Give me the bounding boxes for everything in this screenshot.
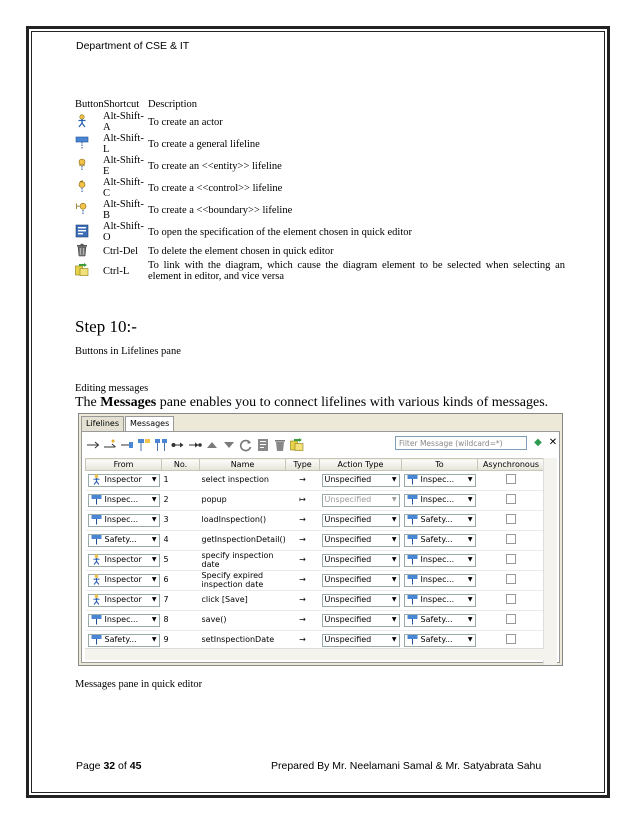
message-row[interactable] [86,531,545,551]
column-to[interactable]: To [402,459,478,471]
shortcut-description: To open the specification of the element chosen in quick editor [148,226,413,238]
from-select[interactable] [88,554,160,567]
sync-message-icon[interactable] [86,438,100,452]
footer-credit: Prepared By Mr. Neelamani Samal & Mr. Satyabrata Sahu [271,760,542,772]
lifeline-icon [407,514,421,528]
specification-icon [75,224,89,238]
link-icon [75,263,89,277]
actor-icon [91,574,105,588]
tab-messages[interactable]: Messages [125,416,174,432]
message-row[interactable] [86,571,545,591]
chevron-down-icon: ▼ [151,616,157,624]
lifeline-icon [91,634,105,648]
action-type-value: Unspecified [324,516,372,525]
shortcut-table-header [75,99,565,111]
to-value: Safety... [420,536,453,545]
shortcut-description: To create a <<boundary>> lifeline [148,204,293,216]
message-row[interactable] [86,591,545,611]
action-type-select[interactable] [322,474,400,487]
action-type-value: Unspecified [324,556,372,565]
paragraph-bold: Messages [100,395,157,410]
async-message-icon[interactable] [103,438,117,452]
chevron-down-icon: ▼ [467,476,473,484]
lifeline-icon [91,614,105,628]
chevron-down-icon: ▼ [151,496,157,504]
chevron-down-icon: ▼ [391,556,397,564]
message-type-icon: → [286,551,320,571]
chevron-down-icon: ▼ [467,616,473,624]
page-total: 45 [129,760,142,772]
to-value: Safety... [420,636,453,645]
step-title: Step 10:- [75,317,137,336]
to-value: Inspec... [420,496,455,505]
action-type-value: Unspecified [324,536,372,545]
shortcut-description: To create an actor [148,116,223,128]
message-number: 7 [162,591,200,611]
message-name[interactable]: setInspectionDate [200,631,286,651]
action-type-value: Unspecified [324,636,372,645]
grid-body [86,471,545,651]
entity-lifeline-icon [75,158,89,172]
message-row[interactable] [86,511,545,531]
message-name[interactable]: loadInspection() [200,511,286,531]
actor-icon [75,114,89,128]
header-button-shortcut [75,99,148,111]
from-value: Inspector [104,476,142,485]
chevron-down-icon: ▼ [467,576,473,584]
grid-header-row [86,459,545,471]
lifeline-icon [407,574,421,588]
message-type-icon: → [286,511,320,531]
asynchronous-checkbox[interactable] [506,594,516,604]
message-name[interactable]: getInspectionDetail() [200,531,286,551]
general-lifeline-icon [75,136,89,150]
to-select[interactable] [404,494,476,507]
specification-icon[interactable] [256,438,270,452]
trash-icon[interactable] [273,438,287,452]
asynchronous-checkbox[interactable] [506,474,516,484]
from-value: Safety... [104,636,137,645]
page-current: 32 [103,760,116,772]
lifeline-icon [407,614,421,628]
shortcut-key: Alt-Shift-O [103,221,144,243]
shortcut-description: To link with the diagram, which cause the diagram element to be selected when selecting an element in editor, and vice versa [148,260,565,282]
to-value: Inspec... [420,596,455,605]
chevron-down-icon: ▼ [391,476,397,484]
messages-pane-screenshot [78,413,563,666]
from-select[interactable] [88,634,160,647]
shortcut-row [75,260,565,282]
create-message-icon[interactable] [120,438,134,452]
messages-pane [81,431,560,663]
message-number: 1 [162,471,200,491]
link-icon[interactable] [290,438,304,452]
shortcut-row [75,155,565,177]
message-name[interactable]: specify inspection date [200,551,286,571]
action-type-select[interactable] [322,574,400,587]
from-select[interactable] [88,534,160,547]
chevron-down-icon: ▼ [391,536,397,544]
shortcut-table [75,99,565,282]
message-name[interactable]: Specify expired inspection date [200,571,286,591]
tab-lifelines[interactable]: Lifelines [81,416,124,431]
chevron-down-icon: ▼ [151,596,157,604]
move-up-icon[interactable] [205,438,219,452]
found-message-icon[interactable] [171,438,185,452]
from-value: Inspec... [104,496,139,505]
to-select[interactable] [404,574,476,587]
chevron-down-icon: ▼ [151,536,157,544]
message-number: 5 [162,551,200,571]
message-type-icon: → [286,471,320,491]
shortcut-key: Alt-Shift-C [103,177,144,199]
header-button: Button [75,99,104,110]
shortcut-row [75,221,565,243]
self-message-icon[interactable] [137,438,151,452]
lifeline-icon [91,534,105,548]
shortcut-description: To delete the element chosen in quick editor [148,246,334,257]
header-description: Description [148,99,197,110]
shortcut-key: Alt-Shift-L [103,133,144,155]
messages-grid [85,458,545,651]
close-icon[interactable]: ✕ [548,437,558,448]
control-lifeline-icon [75,180,89,194]
action-type-select[interactable] [322,494,400,507]
caption-lifelines-pane: Buttons in Lifelines pane [75,346,181,357]
chevron-down-icon: ▼ [151,476,157,484]
action-type-select[interactable] [322,514,400,527]
shortcut-key: Ctrl-L [103,265,130,277]
message-type-icon: ↦ [286,491,320,511]
message-type-icon: → [286,531,320,551]
action-type-select[interactable] [322,554,400,567]
chevron-down-icon: ▼ [391,496,397,504]
action-type-select[interactable] [322,534,400,547]
chevron-down-icon: ▼ [391,516,397,524]
to-value: Inspec... [420,476,455,485]
asynchronous-checkbox[interactable] [506,534,516,544]
to-select[interactable] [404,534,476,547]
page-prefix: Page [76,760,104,772]
chevron-down-icon: ▼ [151,556,157,564]
column-from[interactable]: From [86,459,162,471]
message-number: 9 [162,631,200,651]
message-name[interactable]: click [Save] [200,591,286,611]
message-row[interactable] [86,551,545,571]
messages-paragraph [75,395,548,411]
chevron-down-icon: ▼ [467,536,473,544]
shortcut-key: Alt-Shift-B [103,199,144,221]
quick-editor-tabs [81,416,175,431]
action-type-select[interactable] [322,634,400,647]
column-type[interactable]: Type [286,459,320,471]
caption-editing-messages: Editing messages [75,383,149,394]
to-value: Safety... [420,516,453,525]
asynchronous-checkbox[interactable] [506,614,516,624]
actor-icon [91,474,105,488]
vertical-scrollbar[interactable] [543,458,557,666]
horizontal-scrollbar[interactable] [85,648,544,660]
from-select[interactable] [88,614,160,627]
message-type-icon: → [286,571,320,591]
action-type-select[interactable] [322,614,400,627]
from-select[interactable] [88,514,160,527]
message-number: 6 [162,571,200,591]
message-type-icon: → [286,591,320,611]
trash-icon [75,243,89,257]
shortcut-description: To create a <<control>> lifeline [148,182,283,194]
chevron-down-icon: ▼ [391,596,397,604]
lifeline-icon [407,534,421,548]
chevron-down-icon: ▼ [467,596,473,604]
chevron-down-icon: ▼ [391,636,397,644]
shortcut-row [75,111,565,133]
refresh-icon[interactable] [239,438,253,452]
lifeline-icon [91,514,105,528]
lifeline-icon [407,494,421,508]
message-row[interactable] [86,611,545,631]
department-header: Department of CSE & IT [76,40,190,52]
chevron-down-icon: ▼ [467,556,473,564]
reply-message-icon[interactable] [154,438,168,452]
to-value: Inspec... [420,556,455,565]
message-number: 3 [162,511,200,531]
shortcut-row [75,243,565,260]
from-select[interactable] [88,474,160,487]
from-value: Inspector [104,556,142,565]
shortcut-key: Alt-Shift-E [103,155,144,177]
to-value: Safety... [420,616,453,625]
from-value: Inspector [104,576,142,585]
message-row[interactable] [86,471,545,491]
message-name[interactable]: popup [200,491,286,511]
filter-message-input[interactable]: Filter Message (wildcard=*) [395,436,527,450]
from-select[interactable] [88,594,160,607]
shortcut-row [75,133,565,155]
page-number [76,760,141,772]
filter-apply-icon[interactable]: ◆ [534,437,542,448]
asynchronous-checkbox[interactable] [506,574,516,584]
column-no[interactable]: No. [162,459,200,471]
chevron-down-icon: ▼ [391,576,397,584]
lifeline-icon [407,594,421,608]
to-select[interactable] [404,554,476,567]
message-name[interactable]: save() [200,611,286,631]
shortcut-description: To create an <<entity>> lifeline [148,160,282,172]
lifeline-icon [407,474,421,488]
boundary-lifeline-icon [75,202,89,216]
column-action-type[interactable]: Action Type [320,459,402,471]
from-value: Inspec... [104,616,139,625]
to-value: Inspec... [420,576,455,585]
to-select[interactable] [404,634,476,647]
column-asynchronous[interactable]: Asynchronous [478,459,545,471]
lifeline-icon [407,554,421,568]
asynchronous-checkbox[interactable] [506,514,516,524]
actor-icon [91,554,105,568]
from-value: Inspec... [104,516,139,525]
from-select[interactable] [88,574,160,587]
lifeline-icon [407,634,421,648]
asynchronous-checkbox[interactable] [506,494,516,504]
paragraph-prefix: The [75,395,101,410]
to-select[interactable] [404,614,476,627]
message-row[interactable] [86,491,545,511]
shortcut-row [75,199,565,221]
from-value: Inspector [104,596,142,605]
move-down-icon[interactable] [222,438,236,452]
action-type-select[interactable] [322,594,400,607]
shortcut-key: Ctrl-Del [103,246,138,257]
page-of: of [115,760,130,772]
chevron-down-icon: ▼ [151,636,157,644]
column-name[interactable]: Name [200,459,286,471]
shortcut-key: Alt-Shift-A [103,111,144,133]
action-type-value: Unspecified [324,496,372,505]
action-type-value: Unspecified [324,596,372,605]
chevron-down-icon: ▼ [467,516,473,524]
message-number: 2 [162,491,200,511]
from-value: Safety... [104,536,137,545]
to-select[interactable] [404,594,476,607]
lost-message-icon[interactable] [188,438,202,452]
chevron-down-icon: ▼ [391,616,397,624]
asynchronous-checkbox[interactable] [506,554,516,564]
chevron-down-icon: ▼ [151,576,157,584]
paragraph-suffix: pane enables you to connect lifelines with various kinds of messages. [156,395,549,410]
chevron-down-icon: ▼ [467,496,473,504]
action-type-value: Unspecified [324,576,372,585]
from-select[interactable] [88,494,160,507]
message-type-icon: → [286,631,320,651]
shortcut-description: To create a general lifeline [148,138,260,150]
header-shortcut: Shortcut [103,99,140,110]
message-number: 8 [162,611,200,631]
message-name[interactable]: select inspection [200,471,286,491]
shortcut-row [75,177,565,199]
lifeline-icon [91,494,105,508]
action-type-value: Unspecified [324,616,372,625]
to-select[interactable] [404,474,476,487]
caption-messages-pane: Messages pane in quick editor [75,679,203,690]
asynchronous-checkbox[interactable] [506,634,516,644]
action-type-value: Unspecified [324,476,372,485]
actor-icon [91,594,105,608]
chevron-down-icon: ▼ [467,636,473,644]
message-type-icon: → [286,611,320,631]
chevron-down-icon: ▼ [151,516,157,524]
to-select[interactable] [404,514,476,527]
message-number: 4 [162,531,200,551]
